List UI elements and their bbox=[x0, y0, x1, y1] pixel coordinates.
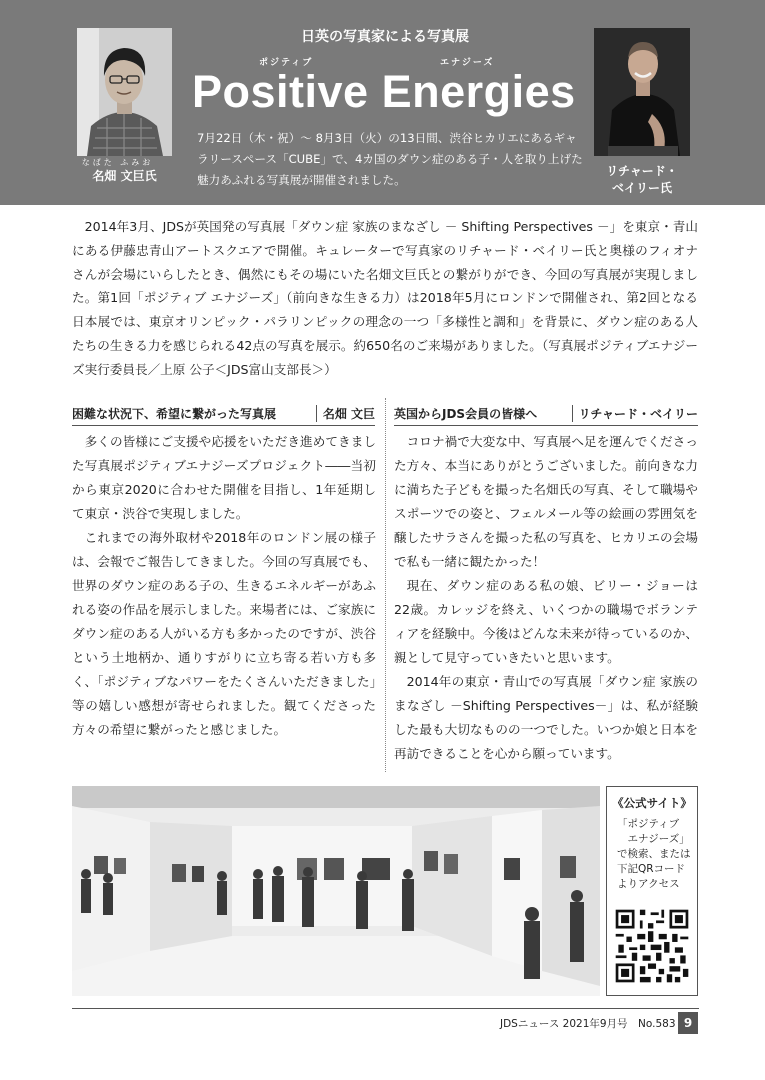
column-divider bbox=[385, 398, 386, 772]
right-heading-title: 英国からJDS会員の皆様へ bbox=[394, 407, 538, 421]
left-heading-title: 困難な状況下、希望に繋がった写真展 bbox=[72, 407, 277, 421]
official-line: よりアクセス bbox=[617, 878, 680, 890]
gallery-photo bbox=[72, 786, 600, 996]
name-bailey-line2: ベイリー氏 bbox=[611, 181, 672, 195]
page-number: 9 bbox=[678, 1012, 698, 1034]
left-column-body bbox=[72, 430, 376, 742]
event-title: Positive Energies bbox=[192, 66, 576, 117]
left-paragraph: 多くの皆様にご支援や応援をいただき進めてきました写真展ポジティブエナジーズプロジェクト――当初から東京2020に合わせた開催を目指し、1年延期して東京・渋谷で実現しました。 bbox=[72, 434, 376, 521]
left-paragraph: これまでの海外取材や2018年のロンドン展の様子は、会報でご報告してきました。今回の写真展でも、世界のダウン症のある子の、生きるエネルギーがあふれる姿の作品を展示しました。来場者には、ご家族にダウン症のある人がいる方も多かったのですが、渋谷という土地柄か、通りすがりに立ち寄る若い方も多く、「ポジティブなパワーをたくさんいただきました」等の嬉しい感想が寄せられました。観てくださった方々の希望に繋がったと感じました。 bbox=[72, 530, 376, 737]
left-heading-author: 名畑 文巨 bbox=[316, 405, 375, 422]
official-line: で検索、または bbox=[617, 848, 691, 860]
right-column-body bbox=[394, 430, 698, 766]
footer-issue: JDSニュース 2021年9月号 No.583 bbox=[500, 1018, 676, 1030]
right-paragraph: 2014年の東京・青山での写真展「ダウン症 家族のまなざし －Shifting Perspectives－」は、私が経験した最も大切なものの一つでした。いつか娘と日本を再訪できることを心から願っています。 bbox=[394, 674, 698, 761]
title-ruby-energies: エナジーズ bbox=[440, 58, 495, 68]
official-site-box bbox=[606, 786, 698, 996]
event-subtitle: 日英の写真家による写真展 bbox=[301, 29, 469, 45]
event-intro: 7月22日（木・祝）～ 8月3日（火）の13日間、渋谷ヒカリエにあるギャラリースペース「CUBE」で、4カ国のダウン症のある子・人を取り上げた魅力あふれる写真展が開催されました。 bbox=[197, 131, 583, 187]
name-nabata: 名畑 文巨氏 bbox=[92, 169, 157, 183]
right-column-heading bbox=[394, 402, 698, 426]
name-bailey-line1: リチャード・ bbox=[606, 164, 678, 178]
official-line: 「ポジティブ bbox=[617, 818, 680, 830]
qr-code-icon[interactable] bbox=[613, 907, 691, 985]
official-line: エナジーズ」 bbox=[617, 833, 690, 845]
right-paragraph: 現在、ダウン症のある私の娘、ビリー・ジョーは22歳。カレッジを終え、いくつかの職場でボランティアを経験中。今後はどんな未来が待っているのか、親として見守っていきたいと思います。 bbox=[394, 578, 698, 665]
right-paragraph: コロナ禍で大変な中、写真展へ足を運んでくださった方々、本当にありがとうございました。前向きな力に満ちた子どもを撮った名畑氏の写真、そして職場やスポーツでの姿と、フェルメール等の絵画の雰囲気を醸したサラさんを撮った私の写真を、ヒカリエの会場で私も一緒に観たかった！ bbox=[394, 434, 698, 569]
official-line: 下記QRコード bbox=[617, 863, 686, 875]
right-heading-author: リチャード・ベイリー bbox=[572, 405, 698, 422]
official-site-title: 《公式サイト》 bbox=[612, 796, 692, 810]
header-band bbox=[0, 0, 765, 205]
portrait-bailey bbox=[594, 28, 690, 156]
portrait-nabata bbox=[77, 28, 172, 156]
caption-nabata bbox=[77, 157, 172, 184]
title-ruby-positive: ポジティブ bbox=[259, 58, 314, 68]
caption-bailey bbox=[586, 163, 698, 197]
left-column-heading bbox=[72, 402, 375, 426]
name-ruby: なばた ふみお bbox=[81, 158, 154, 167]
lead-paragraph: 2014年3月、JDSが英国発の写真展「ダウン症 家族のまなざし － Shifting Perspectives －」を東京・青山にある伊藤忠青山アートスクエアで開催。キュレーターで写真家のリチャード・ベイリー氏と奥様のフィオナさんが会場にいらしたとき、偶然にもその場にいた名畑文巨氏との繋がりができ、今回の写真展が実現しました。第1回「ポジティブ エナジーズ」（前向きな生きる力）は2018年5月にロンドンで開催され、第2回となる日本展では、東京オリンピック・パラリンピックの理念の一つ「多様性と調和」を背景に、ダウン症のある人たちの生きる力を感じられる42点の写真を展示。約650名のご来場がありました。（写真展ポジティブエナジーズ実行委員長／上原 公子＜JDS富山支部長＞） bbox=[72, 219, 698, 377]
official-site-text bbox=[617, 817, 697, 892]
footer-rule bbox=[72, 1008, 699, 1009]
